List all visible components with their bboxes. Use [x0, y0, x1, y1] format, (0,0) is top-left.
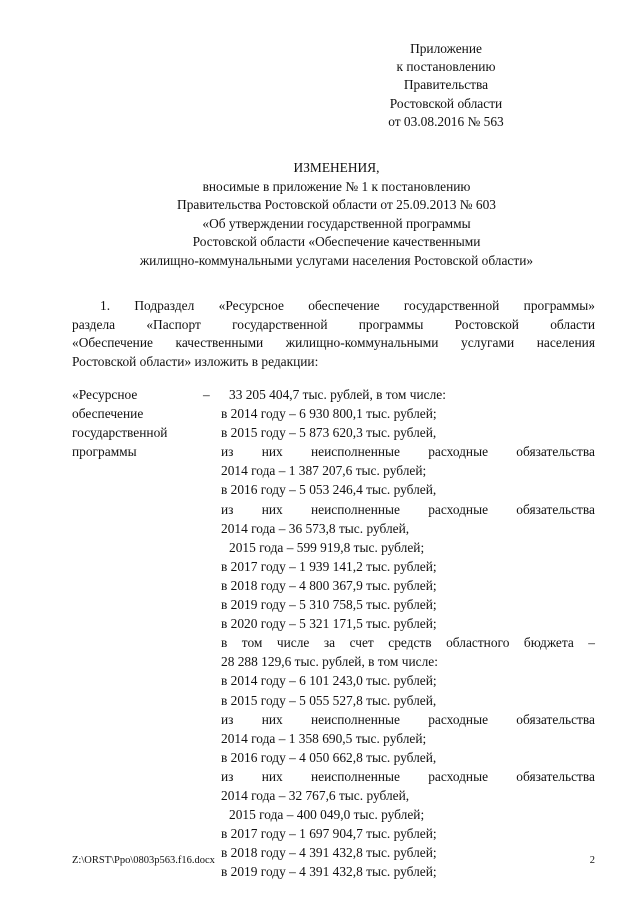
value-line: 2014 года – 1 387 207,6 тыс. рублей; — [221, 463, 427, 479]
value-line: 2014 года – 1 358 690,5 тыс. рублей; — [221, 730, 427, 746]
value-line: в 2017 году – 1 939 141,2 тыс. рублей; — [221, 558, 437, 574]
value-line: в 2015 году – 5 055 527,8 тыс. рублей, — [221, 692, 437, 708]
value-line: в 2015 году – 5 873 620,3 тыс. рублей, — [221, 425, 437, 441]
value-line: 33 205 404,7 тыс. рублей, в том числе: — [229, 387, 446, 402]
body-paragraph — [72, 297, 595, 371]
value-line: в 2016 году – 5 053 246,4 тыс. рублей, — [221, 482, 437, 498]
appendix-line: Приложение — [410, 41, 482, 56]
value-line: в 2016 году – 4 050 662,8 тыс. рублей, — [221, 749, 437, 765]
value-line: в 2019 году – 4 391 432,8 тыс. рублей; — [221, 864, 437, 880]
value-line: в 2014 году – 6 101 243,0 тыс. рублей; — [221, 673, 437, 689]
value-line: из них неисполненные расходные обязательства — [221, 711, 595, 727]
heading-line: Правительства Ростовской области от 25.09.2013 № 603 — [177, 197, 496, 213]
paragraph-line: 1. Подраздел «Ресурсное обеспечение государственной программы» — [100, 298, 595, 313]
value-line: 2015 года – 599 919,8 тыс. рублей; — [229, 539, 425, 555]
value-line: в 2014 году – 6 930 800,1 тыс. рублей; — [221, 406, 437, 422]
heading-line: Ростовской области «Обеспечение качественными — [192, 234, 481, 250]
row-label — [72, 385, 212, 461]
value-line: 2014 года – 36 573,8 тыс. рублей, — [221, 520, 410, 536]
value-line: 28 288 129,6 тыс. рублей, в том числе: — [221, 654, 438, 670]
appendix-line: от 03.08.2016 № 563 — [388, 113, 504, 129]
paragraph-line: Ростовской области» изложить в редакции: — [72, 353, 319, 369]
value-line: 2014 года – 32 767,6 тыс. рублей, — [221, 787, 410, 803]
value-line: в 2017 году – 1 697 904,7 тыс. рублей; — [221, 826, 437, 842]
heading-line: вносимые в приложение № 1 к постановлению — [202, 178, 471, 194]
value-line: 2015 года – 400 049,0 тыс. рублей; — [229, 807, 425, 823]
row-values — [221, 385, 595, 881]
appendix-block — [326, 40, 566, 131]
value-line: в 2020 году – 5 321 171,5 тыс. рублей; — [221, 616, 437, 632]
value-line: из них неисполненные расходные обязательства — [221, 501, 595, 517]
appendix-line: Правительства — [403, 77, 489, 93]
page-number: 2 — [589, 855, 595, 866]
paragraph-line: раздела «Паспорт государственной программы Ростовской области — [72, 316, 595, 332]
row-label-line: программы — [72, 444, 137, 460]
footer-file-path: Z:\ORST\Ppo\0803p563.f16.docx — [72, 855, 215, 866]
heading-line: жилищно-коммунальными услугами населения Ростовской области» — [139, 252, 534, 268]
appendix-line: к постановлению — [396, 59, 496, 75]
value-line: из них неисполненные расходные обязательства — [221, 444, 595, 460]
heading-line: «Об утверждении государственной программы — [202, 215, 471, 231]
value-line: в 2019 году – 5 310 758,5 тыс. рублей; — [221, 597, 437, 613]
row-label-line: государственной — [72, 425, 168, 441]
document-heading — [60, 159, 613, 271]
heading-title: ИЗМЕНЕНИЯ, — [293, 160, 380, 175]
paragraph-line: «Обеспечение качественными жилищно-коммунальными услугами населения — [72, 335, 595, 351]
value-line: в том числе за счет средств областного бюджета – — [221, 635, 595, 651]
row-label-line: обеспечение — [72, 406, 144, 422]
row-dash: – — [203, 387, 210, 402]
value-line: в 2018 году – 4 391 432,8 тыс. рублей; — [221, 845, 437, 861]
value-line: в 2018 году – 4 800 367,9 тыс. рублей; — [221, 577, 437, 593]
row-label-line: «Ресурсное — [72, 387, 138, 402]
appendix-line: Ростовской области — [389, 95, 503, 111]
value-line: из них неисполненные расходные обязательства — [221, 768, 595, 784]
